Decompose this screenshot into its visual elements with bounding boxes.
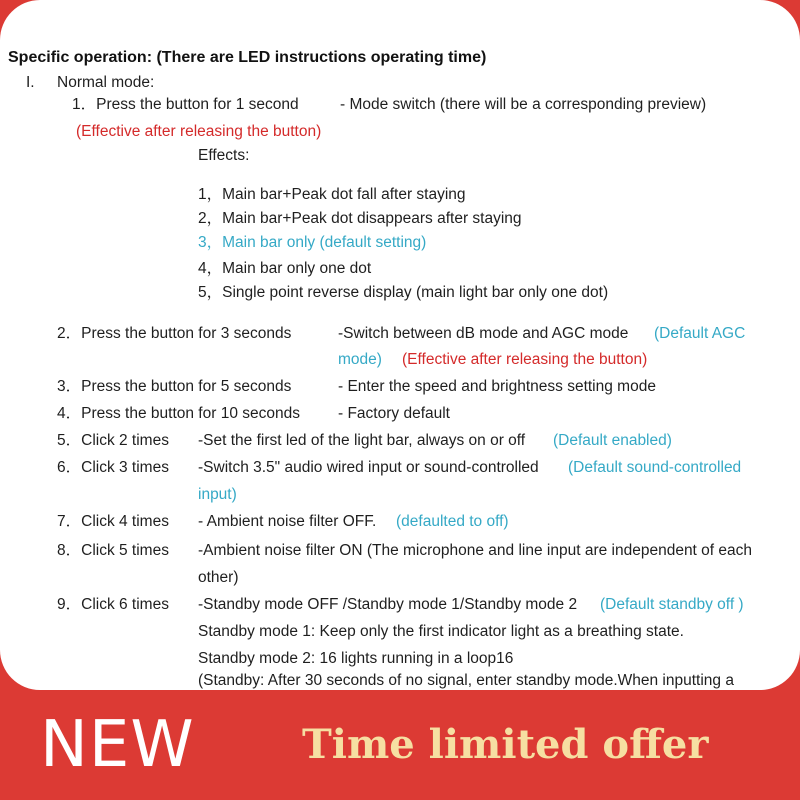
item1-note: (Effective after releasing the button) [76,123,322,140]
item1-desc: - Mode switch (there will be a corresponding preview) [340,96,707,113]
item8-label: 8．Click 5 times [57,542,169,559]
item6-desc: -Switch 3.5" audio wired input or sound-controlled [198,459,539,476]
new-label: NEW [40,708,195,782]
standby-mode-2: Standby mode 2: 16 lights running in a loop16 [198,650,514,667]
item5-default: (Default enabled) [553,432,672,449]
item4-desc: - Factory default [338,405,450,422]
effect-5: 5，Single point reverse display (main light bar only one dot) [198,284,609,301]
item1-label: 1．Press the button for 1 second [72,96,299,113]
item9-label: 9．Click 6 times [57,596,169,613]
item6-default-a: (Default sound-controlled [568,459,742,476]
effect-2: 2，Main bar+Peak dot disappears after staying [198,210,522,227]
item9-desc: -Standby mode OFF /Standby mode 1/Standby mode 2 [198,596,578,613]
item7-default: (defaulted to off) [396,513,509,530]
doc-heading: Specific operation: (There are LED instructions operating time) [8,49,487,66]
item6-label: 6．Click 3 times [57,459,169,476]
item2-note: (Effective after releasing the button) [402,351,648,368]
item8-desc-a: -Ambient noise filter ON (The microphone and line input are independent of each [198,542,753,559]
effect-4: 4，Main bar only one dot [198,260,372,277]
item7-desc: - Ambient noise filter OFF. [198,513,377,530]
item5-desc: -Set the first led of the light bar, always on or off [198,432,526,449]
standby-mode-1: Standby mode 1: Keep only the first indicator light as a breathing state. [198,623,684,640]
item4-label: 4．Press the button for 10 seconds [57,405,300,422]
item2-label: 2．Press the button for 3 seconds [57,325,292,342]
item9-default: (Default standby off ) [600,596,744,613]
section-number: I. [26,74,35,91]
effect-1: 1，Main bar+Peak dot fall after staying [198,186,466,203]
item7-label: 7．Click 4 times [57,513,169,530]
item3-label: 3．Press the button for 5 seconds [57,378,292,395]
item2-default-a: (Default AGC [654,325,746,342]
item3-desc: - Enter the speed and brightness setting mode [338,378,656,395]
item2-default-b: mode) [338,351,382,368]
effects-label: Effects: [198,147,250,164]
section-title: Normal mode: [57,74,155,91]
standby-note: (Standby: After 30 seconds of no signal, enter standby mode.When inputting a [198,672,734,689]
item5-label: 5．Click 2 times [57,432,169,449]
item8-desc-b: other) [198,569,239,586]
offer-label: Time limited offer [302,721,709,768]
item6-default-b: input) [198,486,237,503]
item2-desc: -Switch between dB mode and AGC mode [338,325,629,342]
effect-3: 3，Main bar only (default setting) [198,234,427,251]
